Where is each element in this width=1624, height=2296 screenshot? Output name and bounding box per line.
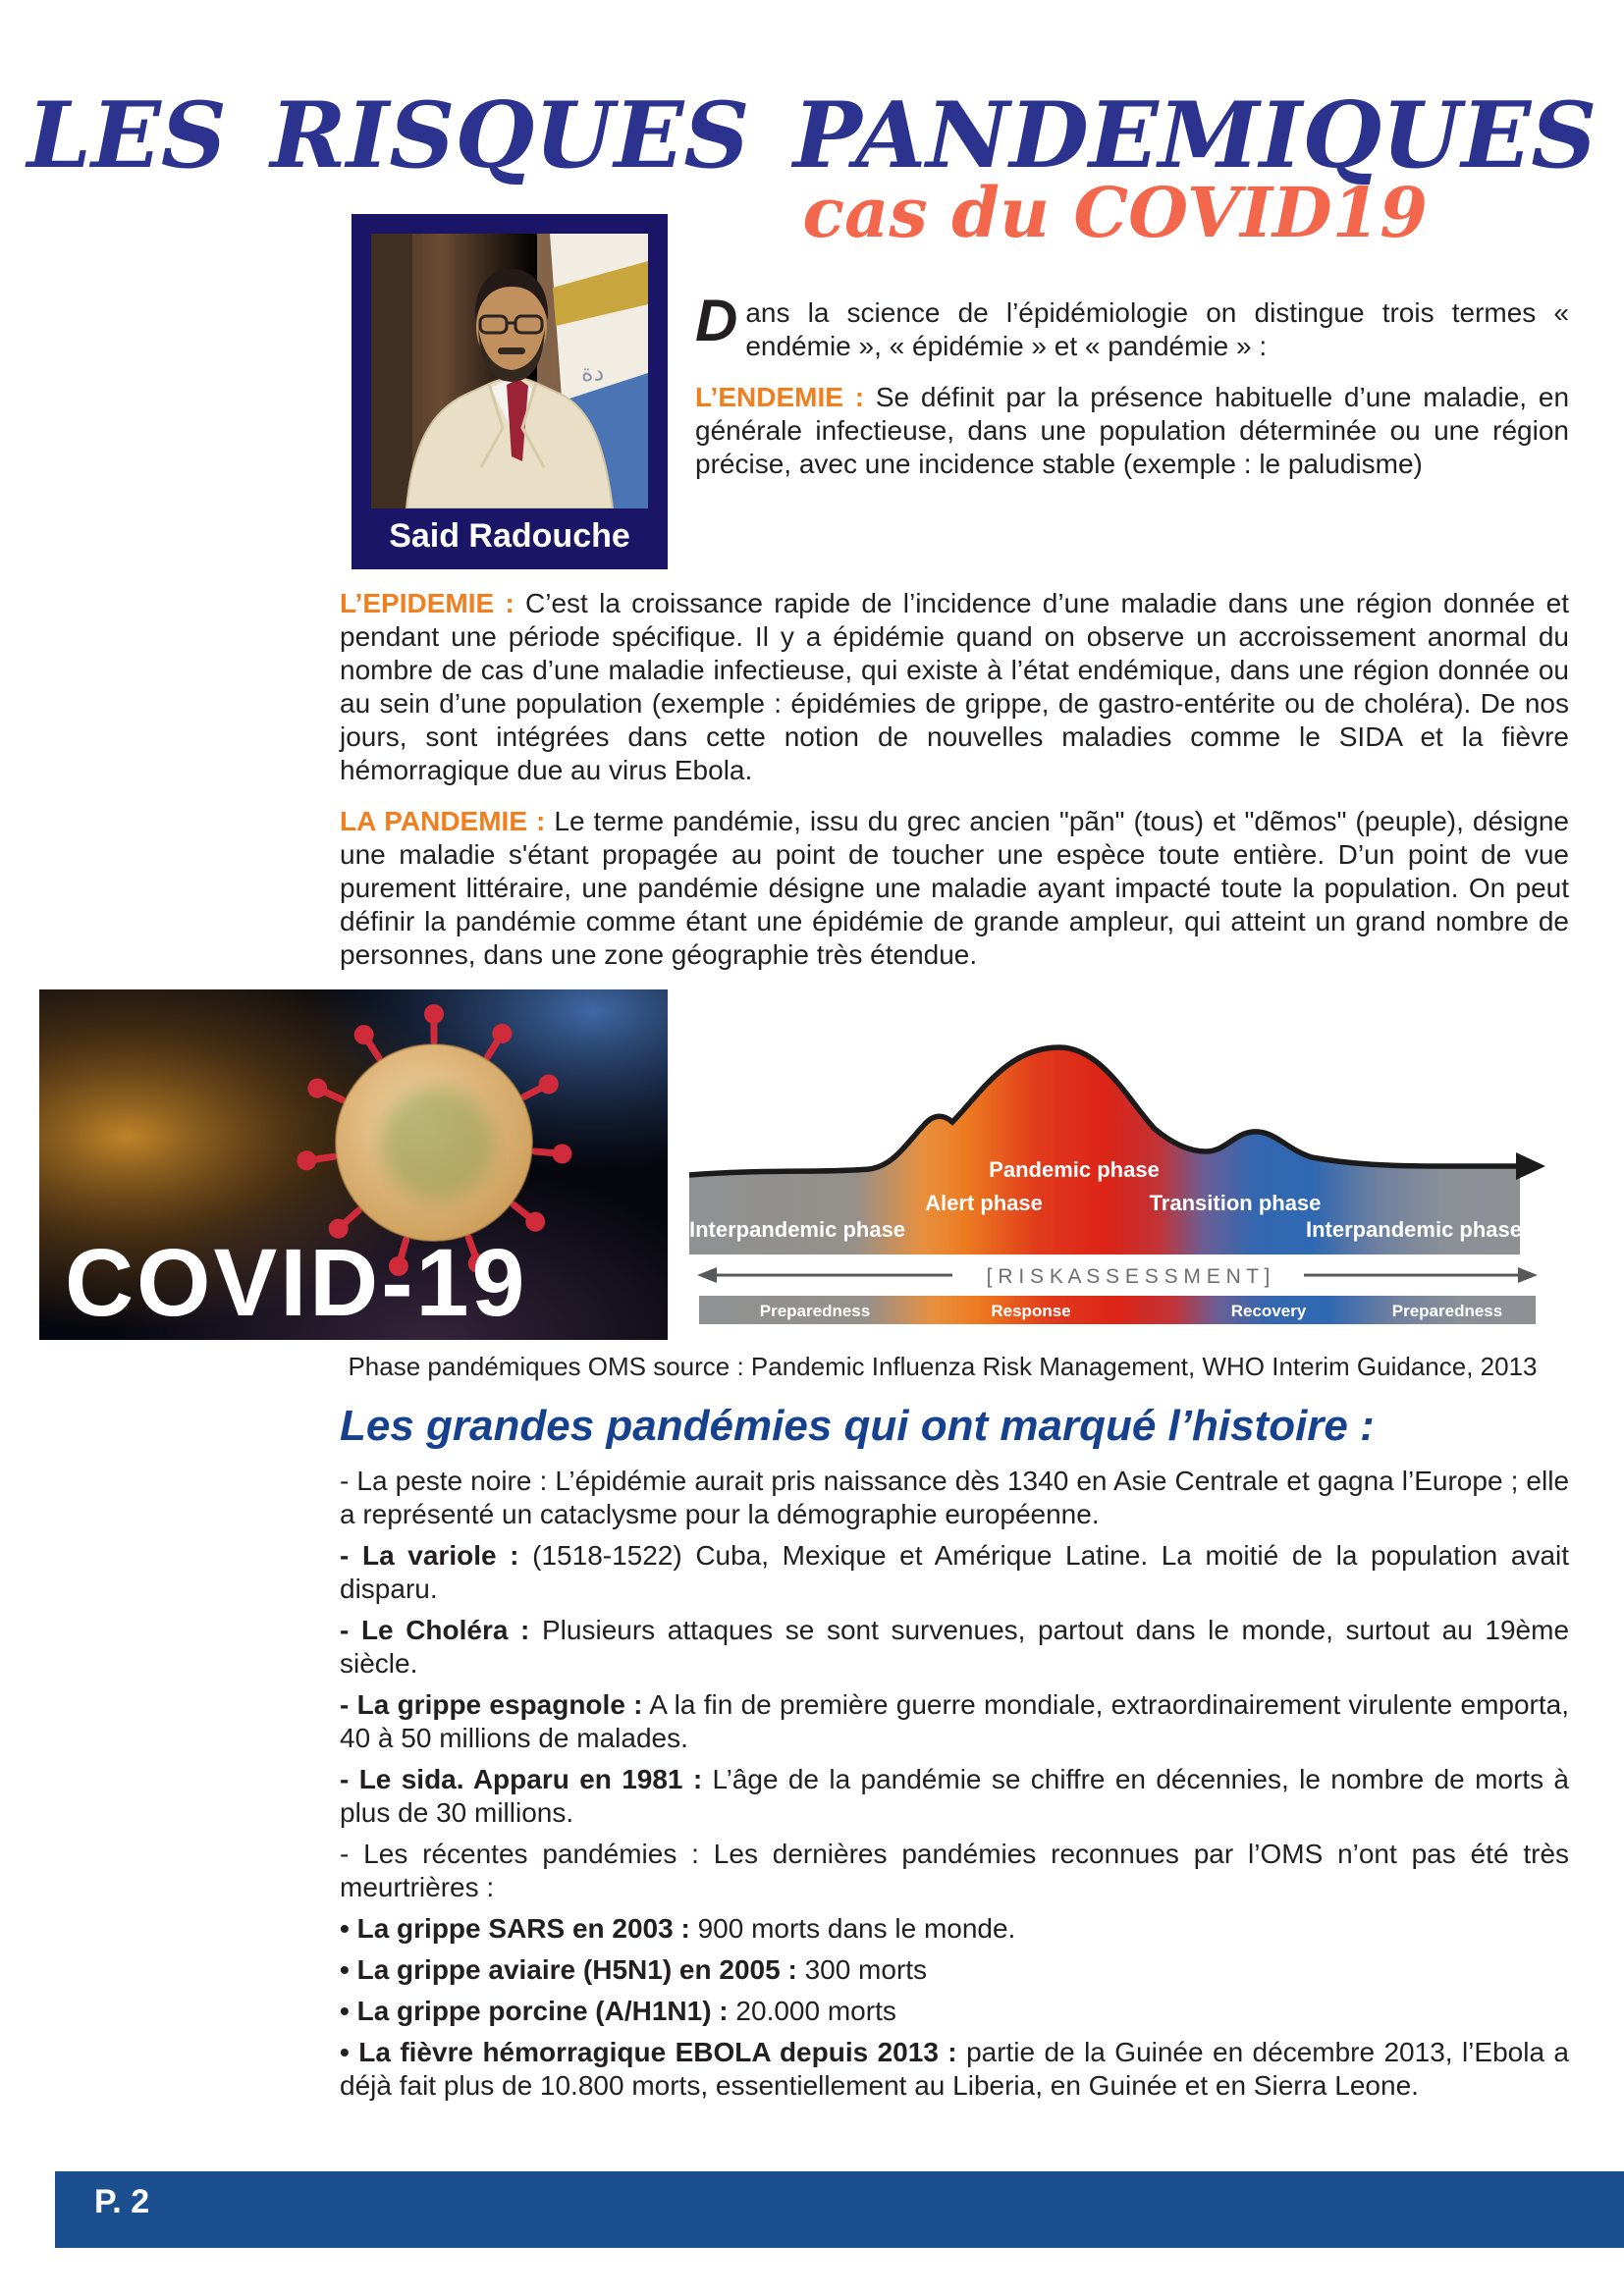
- history-item: [340, 2036, 1569, 2103]
- item-text: L’épidémie aurait pris naissance dès 1340 en Asie Centrale et gagna l’Europe ; elle a représenté un cataclysme pour la démographie européenne.: [340, 1465, 1570, 1529]
- stage-label-preparedness-right: Preparedness: [1391, 1301, 1503, 1320]
- stage-label-recovery: Recovery: [1230, 1301, 1307, 1320]
- item-text: L’âge de la pandémie se chiffre en décennies, le nombre de morts à plus de 30 millions.: [340, 1763, 1569, 1828]
- intro-paragraph: [695, 287, 1569, 363]
- endemie-paragraph: [695, 381, 1569, 481]
- covid-19-label: COVID-19: [65, 1228, 528, 1336]
- intro-section: [352, 214, 1569, 569]
- item-marker: -: [340, 1539, 350, 1571]
- item-text: 300 morts: [804, 1953, 928, 1985]
- epidemie-text: C’est la croissance rapide de l’incidence d’une maladie dans une région donnée et pendant une période spécifique. Il y a épidémie quand on observe un accroissement anormal du nombre de cas d’une maladie infectieuse, qui existe à l’état endémique, dans une région donnée ou au sein d’une population (exemple : épidémies de grippe, de gastro-entérite ou de choléra). De nos jours, sont intégrées dans cette notion de nouvelles maladies comme le SIDA et la fièvre hémorragique due au virus Ebola.: [340, 587, 1570, 785]
- history-heading: Les grandes pandémies qui ont marqué l’histoire :: [340, 1401, 1375, 1450]
- item-text: partie de la Guinée en décembre 2013, l’Ebola a déjà fait plus de 10.800 morts, essentiellement au Liberia, en Guinée et en Sierra Leone.: [340, 2036, 1569, 2101]
- item-text: Plusieurs attaques se sont survenues, partout dans le monde, surtout au 19ème siècle.: [340, 1614, 1570, 1679]
- intro-body: ans la science de l’épidémiologie on distingue trois termes « endémie », « épidémie » et « pandémie » :: [745, 296, 1569, 361]
- curve-arrow-icon: [1516, 1152, 1545, 1180]
- stage-label-response: Response: [991, 1301, 1071, 1320]
- intro-text: [668, 214, 1569, 569]
- item-marker: -: [340, 1688, 350, 1720]
- history-item: [340, 1763, 1569, 1830]
- endemie-text: Se définit par la présence habituelle d’une maladie, en générale infectieuse, dans une population déterminée ou une région précise, avec une incidence stable (exemple : le paludisme): [695, 381, 1570, 479]
- item-text: Les dernières pandémies reconnues par l’OMS n’ont pas été très meurtrières :: [340, 1838, 1570, 1902]
- item-marker: -: [340, 1763, 350, 1794]
- history-list: [340, 1465, 1569, 2103]
- pandemie-text: Le terme pandémie, issu du grec ancien "pãn" (tous) et "dẽmos" (peuple), désigne une maladie s'étant propagée au point de toucher une espèce toute entière. D’un point de vue purement littéraire, une pandémie désigne une maladie ayant impacté toute la population. On peut définir la pandémie comme étant une épidémie de grande ampleur, qui atteint un grand nombre de personnes, dans une zone géographie très étendue.: [340, 805, 1570, 970]
- item-marker: -: [340, 1838, 350, 1869]
- phase-label-pandemic: Pandemic phase: [989, 1156, 1160, 1182]
- phase-label-interpandemic-left: Interpandemic phase: [689, 1216, 906, 1242]
- history-item: [340, 1614, 1569, 1681]
- item-label: La peste noire :: [356, 1465, 548, 1496]
- risk-arrow-right-icon: [1518, 1267, 1538, 1283]
- item-marker: •: [340, 1912, 350, 1944]
- item-label: La grippe aviaire (H5N1) en 2005 :: [356, 1953, 797, 1985]
- item-marker: -: [340, 1614, 350, 1645]
- item-label: La grippe SARS en 2003 :: [356, 1912, 690, 1944]
- item-label: Le Choléra :: [360, 1614, 530, 1645]
- risk-arrow-left-icon: [697, 1267, 717, 1283]
- history-item: [340, 1465, 1569, 1531]
- item-marker: •: [340, 1953, 350, 1985]
- history-item: [340, 1953, 1569, 1987]
- covid-banner-image: [39, 989, 668, 1340]
- item-label: La grippe porcine (A/H1N1) :: [356, 1995, 729, 2026]
- portrait-caption: Said Radouche: [389, 516, 630, 555]
- endemie-label: L’ENDEMIE :: [695, 381, 865, 412]
- item-label: La grippe espagnole :: [356, 1688, 643, 1720]
- item-text: (1518-1522) Cuba, Mexique et Amérique Latine. La moitié de la population avait disparu.: [340, 1539, 1570, 1604]
- flag-script: دة: [581, 359, 605, 387]
- media-section: [39, 989, 1624, 1340]
- item-marker: •: [340, 1995, 350, 2026]
- page-subtitle: cas du COVID19: [802, 172, 1428, 254]
- portrait-photo: [371, 234, 648, 508]
- history-item: [340, 1912, 1569, 1946]
- page-title: LES RISQUES PANDEMIQUES: [27, 81, 1597, 188]
- phase-label-transition: Transition phase: [1149, 1190, 1322, 1215]
- item-marker: -: [340, 1465, 350, 1496]
- chart-caption: Phase pandémiques OMS source : Pandemic Influenza Risk Management, WHO Interim Guidance, 2013: [348, 1351, 1538, 1381]
- page-number: P. 2: [94, 2183, 150, 2220]
- item-label: La fièvre hémorragique EBOLA depuis 2013 :: [358, 2036, 957, 2067]
- item-label: Les récentes pandémies :: [363, 1838, 699, 1869]
- risk-assessment-label: [ R I S K A S S E S S M E N T ]: [986, 1264, 1271, 1288]
- history-item: [340, 1838, 1569, 1904]
- pandemie-paragraph: [340, 805, 1569, 972]
- phase-label-alert: Alert phase: [925, 1190, 1043, 1215]
- drop-cap: D: [695, 287, 738, 353]
- phase-label-interpandemic-right: Interpandemic phase: [1305, 1216, 1523, 1242]
- history-item: [340, 1539, 1569, 1606]
- item-marker: •: [340, 2036, 350, 2067]
- pandemie-label: LA PANDEMIE :: [340, 805, 546, 836]
- item-text: A la fin de première guerre mondiale, extraordinairement virulente emporta, 40 à 50 millions de malades.: [340, 1688, 1569, 1753]
- epidemie-paragraph: [340, 587, 1569, 787]
- item-text: 20.000 morts: [735, 1995, 896, 2026]
- portrait-frame: [352, 214, 668, 569]
- pandemic-phases-chart: [689, 1015, 1563, 1335]
- stage-label-preparedness-left: Preparedness: [759, 1301, 871, 1320]
- item-label: Le sida. Apparu en 1981 :: [358, 1763, 703, 1794]
- footer-bar: [55, 2171, 1624, 2248]
- item-text: 900 morts dans le monde.: [697, 1912, 1016, 1944]
- item-label: La variole :: [361, 1539, 519, 1571]
- epidemie-label: L’EPIDEMIE :: [340, 587, 514, 618]
- history-item: [340, 1688, 1569, 1755]
- history-item: [340, 1995, 1569, 2028]
